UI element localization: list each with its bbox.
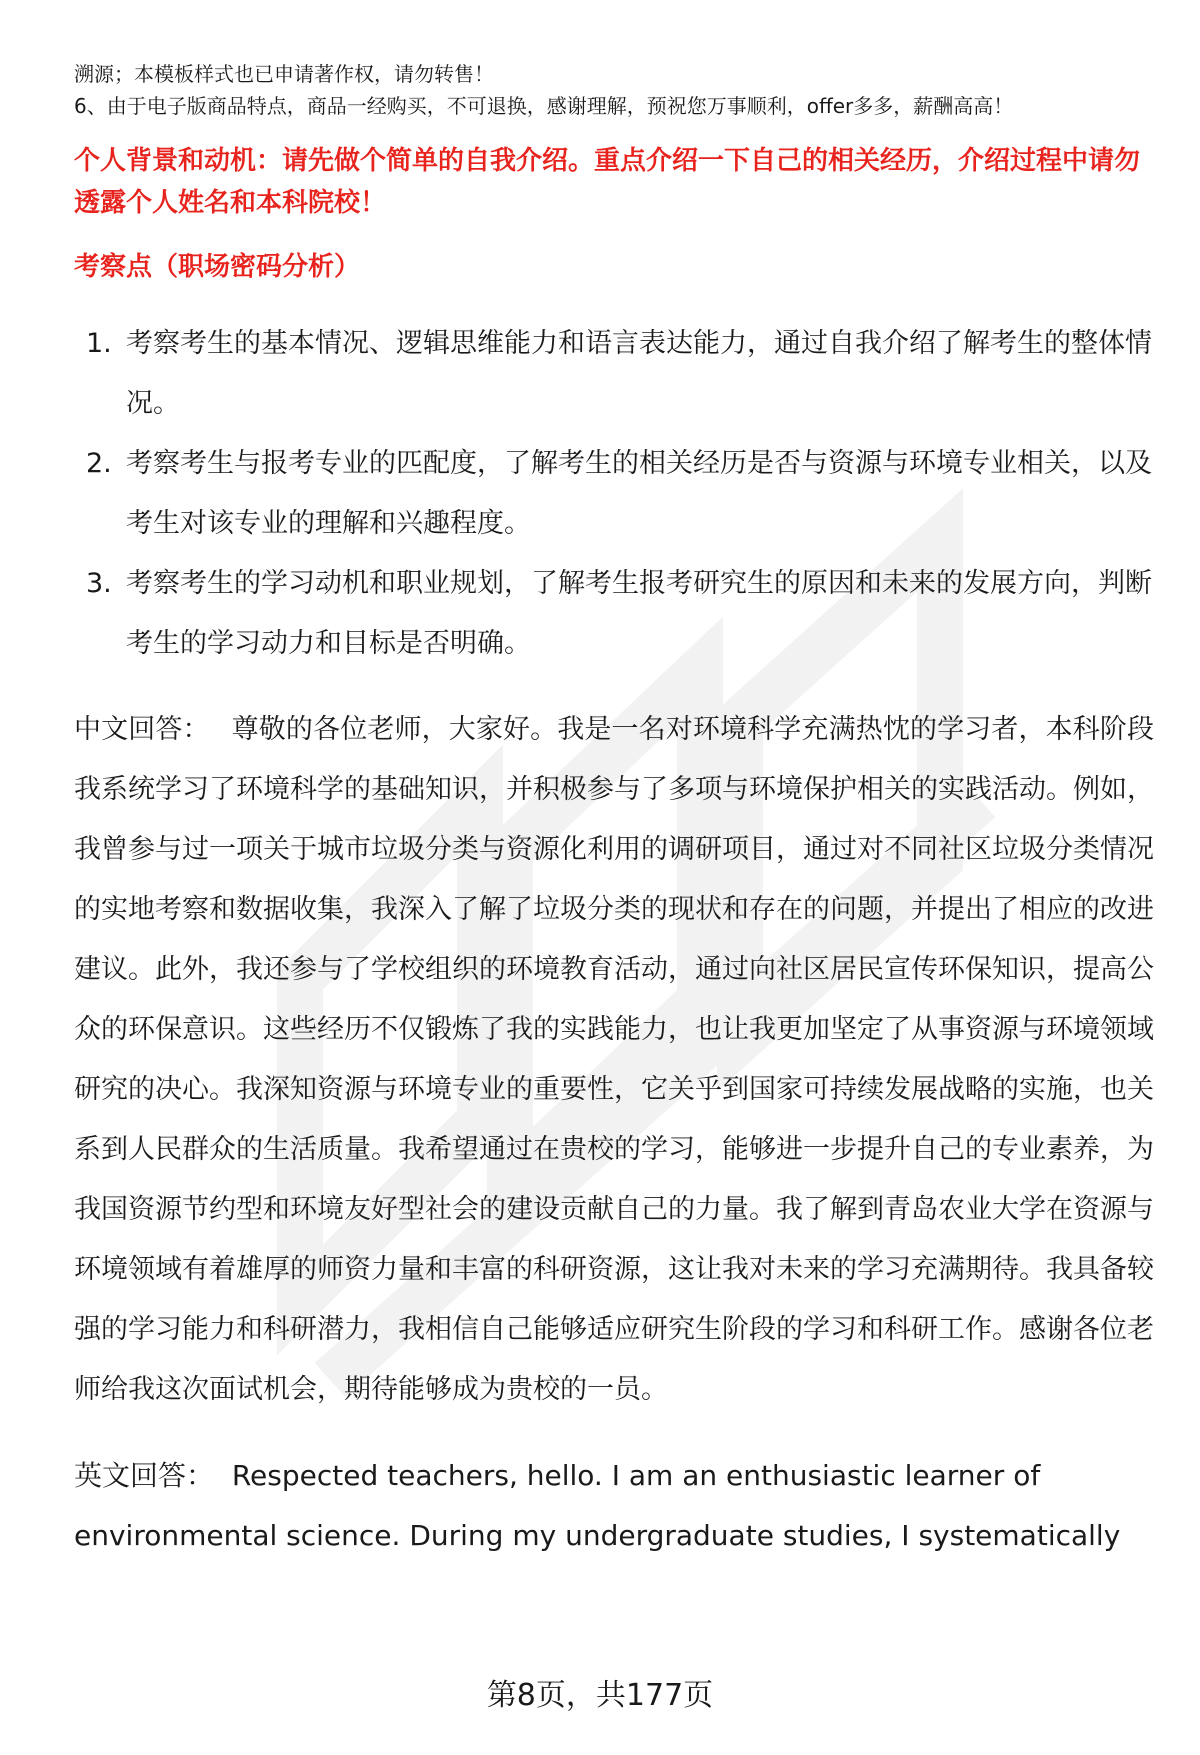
notice-line: 溯源；本模板样式也已申请著作权，请勿转售！ [74, 62, 494, 86]
page-content [74, 58, 1154, 1566]
list-item [74, 314, 1154, 434]
notice-line: 6、由于电子版商品特点，商品一经购买，不可退换，感谢理解，预祝您万事顺利，offer多多，薪酬高高！ [74, 94, 1014, 118]
list-item-text: 考察考生的基本情况、逻辑思维能力和语言表达能力，通过自我介绍了解考生的整体情况。 [126, 328, 1152, 419]
english-answer-text: Respected teachers, hello. I am an enthusiastic learner of environmental science. During my undergraduate studies, I systematically [74, 1459, 1121, 1552]
focus-points-list [74, 314, 1154, 674]
focus-heading: 考察点（职场密码分析） [74, 252, 361, 282]
list-item-number: 1. [86, 328, 112, 359]
question-heading: 个人背景和动机：请先做个简单的自我介绍。重点介绍一下自己的相关经历，介绍过程中请勿透露个人姓名和本科院校！ [74, 146, 1141, 218]
list-item [74, 554, 1154, 674]
chinese-answer [74, 700, 1154, 1420]
list-item [74, 434, 1154, 554]
list-item-text: 考察考生与报考专业的匹配度，了解考生的相关经历是否与资源与环境专业相关，以及考生对该专业的理解和兴趣程度。 [126, 448, 1152, 539]
english-answer-label: 英文回答： [74, 1459, 215, 1492]
list-item-number: 3. [86, 568, 112, 599]
chinese-answer-label: 中文回答： [74, 714, 210, 745]
list-item-number: 2. [86, 448, 112, 479]
list-item-text: 考察考生的学习动机和职业规划，了解考生报考研究生的原因和未来的发展方向，判断考生的学习动力和目标是否明确。 [126, 568, 1152, 659]
chinese-answer-text: 尊敬的各位老师，大家好。我是一名对环境科学充满热忱的学习者，本科阶段我系统学习了环境科学的基础知识，并积极参与了多项与环境保护相关的实践活动。例如，我曾参与过一项关于城市垃圾分类与资源化利用的调研项目，通过对不同社区垃圾分类情况的实地考察和数据收集，我深入了解了垃圾分类的现状和存在的问题，并提出了相应的改进建议。此外，我还参与了学校组织的环境教育活动，通过向社区居民宣传环保知识，提高公众的环保意识。这些经历不仅锻炼了我的实践能力，也让我更加坚定了从事资源与环境领域研究的决心。我深知资源与环境专业的重要性，它关乎到国家可持续发展战略的实施，也关系到人民群众的生活质量。我希望通过在贵校的学习，能够进一步提升自己的专业素养，为我国资源节约型和环境友好型社会的建设贡献自己的力量。我了解到青岛农业大学在资源与环境领域有着雄厚的师资力量和丰富的科研资源，这让我对未来的学习充满期待。我具备较强的学习能力和科研潜力，我相信自己能够适应研究生阶段的学习和科研工作。感谢各位老师给我这次面试机会，期待能够成为贵校的一员。 [74, 714, 1155, 1405]
page-number-footer: 第8页，共177页 [486, 1678, 714, 1713]
english-answer [74, 1446, 1154, 1566]
